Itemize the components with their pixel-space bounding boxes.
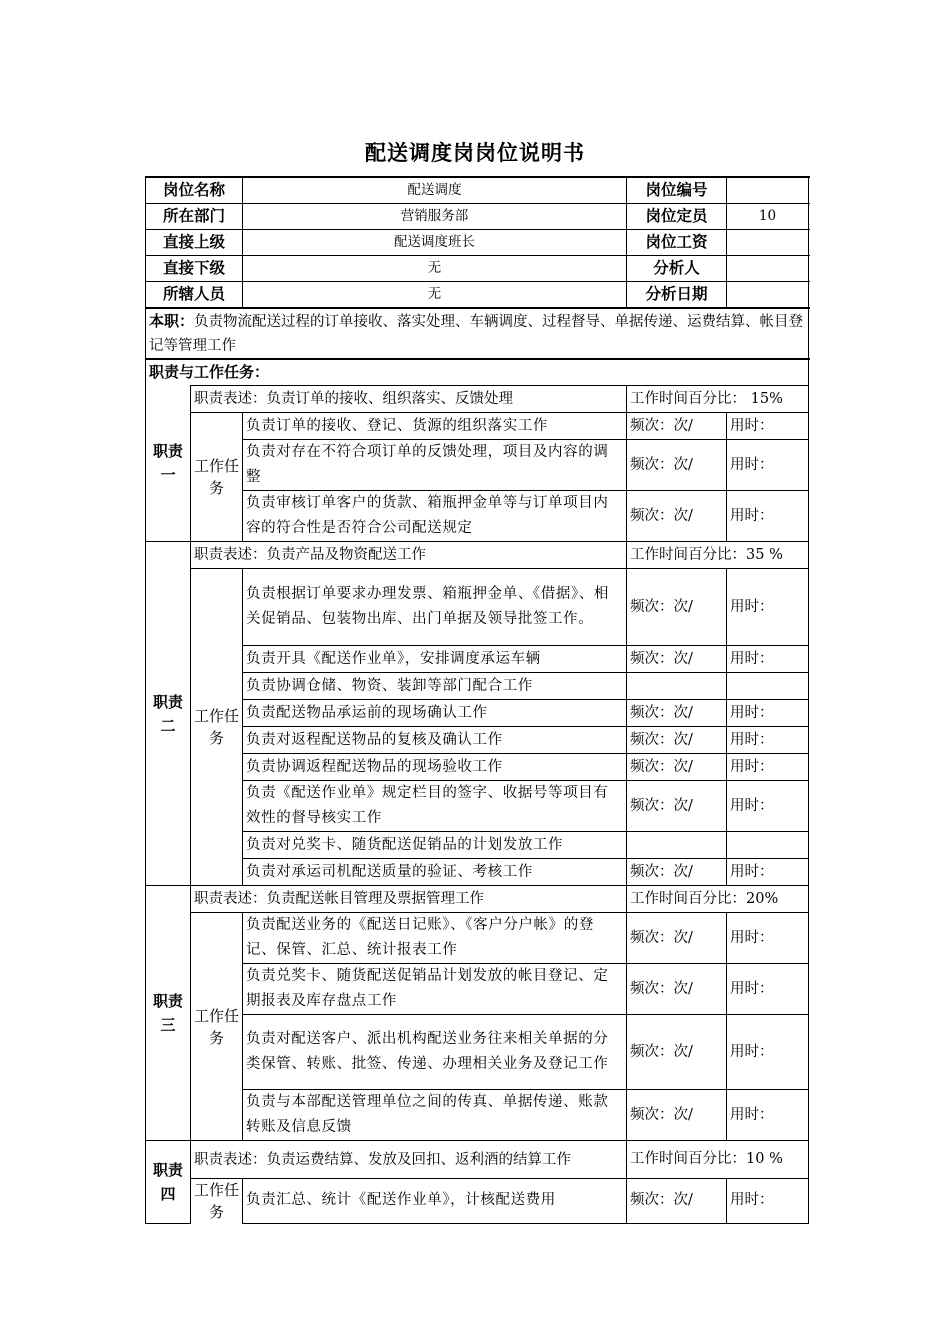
task-time <box>727 673 809 700</box>
duty-description: 职责表述：负责订单的接收、组织落实、反馈处理 <box>191 386 627 413</box>
task-row <box>146 569 809 646</box>
task-frequency: 频次：次/ <box>627 754 727 781</box>
duty-description: 职责表述：负责产品及物资配送工作 <box>191 542 627 569</box>
task-frequency: 频次：次/ <box>627 1179 727 1224</box>
task-time: 用时： <box>727 913 809 964</box>
info-row <box>146 256 809 282</box>
info-label: 直接上级 <box>146 230 243 256</box>
task-time: 用时： <box>727 1179 809 1224</box>
task-label: 工作任务 <box>191 413 243 542</box>
info-label: 所在部门 <box>146 204 243 230</box>
task-text: 负责开具《配送作业单》，安排调度承运车辆 <box>243 646 627 673</box>
info-value <box>727 282 809 309</box>
task-text: 负责对兑奖卡、随货配送促销品的计划发放工作 <box>243 832 627 859</box>
info-value: 10 <box>727 204 809 230</box>
task-frequency: 频次：次/ <box>627 964 727 1015</box>
duty-name: 职责二 <box>146 542 191 886</box>
info-label: 岗位定员 <box>627 204 727 230</box>
section-header-row <box>146 359 809 386</box>
task-text: 负责协调返程配送物品的现场验收工作 <box>243 754 627 781</box>
duty-name: 职责四 <box>146 1141 191 1224</box>
job-description-table <box>145 176 809 1224</box>
task-row <box>146 964 809 1015</box>
duty-time-percent: 工作时间百分比：20% <box>627 886 809 913</box>
duty-desc-row <box>146 1141 809 1179</box>
info-value: 配送调度班长 <box>243 230 627 256</box>
task-frequency: 频次：次/ <box>627 700 727 727</box>
task-row <box>146 413 809 440</box>
task-row <box>146 1090 809 1141</box>
duty-desc-row <box>146 386 809 413</box>
task-text: 负责兑奖卡、随货配送促销品计划发放的帐目登记、定期报表及库存盘点工作 <box>243 964 627 1015</box>
task-row <box>146 727 809 754</box>
duty-time-percent: 工作时间百分比： 15% <box>627 386 809 413</box>
info-label: 分析日期 <box>627 282 727 309</box>
task-row <box>146 440 809 491</box>
task-frequency <box>627 673 727 700</box>
task-text: 负责对承运司机配送质量的验证、考核工作 <box>243 859 627 886</box>
info-row <box>146 282 809 309</box>
info-label: 分析人 <box>627 256 727 282</box>
task-frequency: 频次：次/ <box>627 859 727 886</box>
task-row <box>146 1015 809 1090</box>
info-value: 营销服务部 <box>243 204 627 230</box>
task-time: 用时： <box>727 569 809 646</box>
task-row <box>146 913 809 964</box>
info-row <box>146 204 809 230</box>
task-text: 负责配送物品承运前的现场确认工作 <box>243 700 627 727</box>
info-value: 无 <box>243 256 627 282</box>
info-label: 岗位编号 <box>627 177 727 204</box>
task-row <box>146 832 809 859</box>
task-time <box>727 832 809 859</box>
task-frequency: 频次：次/ <box>627 569 727 646</box>
info-label: 直接下级 <box>146 256 243 282</box>
duty-description: 职责表述：负责配送帐目管理及票据管理工作 <box>191 886 627 913</box>
task-row <box>146 859 809 886</box>
task-time: 用时： <box>727 859 809 886</box>
task-frequency: 频次：次/ <box>627 413 727 440</box>
duty-time-percent: 工作时间百分比：35 % <box>627 542 809 569</box>
task-text: 负责配送业务的《配送日记账》、《客户分户帐》的登记、保管、汇总、统计报表工作 <box>243 913 627 964</box>
task-time: 用时： <box>727 440 809 491</box>
info-value: 无 <box>243 282 627 309</box>
task-frequency: 频次：次/ <box>627 727 727 754</box>
task-time: 用时： <box>727 700 809 727</box>
task-text: 负责根据订单要求办理发票、箱瓶押金单、《借据》、相关促销品、包装物出库、出门单据及领导批签工作。 <box>243 569 627 646</box>
info-row <box>146 230 809 256</box>
info-value <box>727 177 809 204</box>
task-label: 工作任务 <box>191 569 243 886</box>
task-text: 负责《配送作业单》规定栏目的签字、收据号等项目有效性的督导核实工作 <box>243 781 627 832</box>
task-frequency: 频次：次/ <box>627 1090 727 1141</box>
task-time: 用时： <box>727 964 809 1015</box>
task-time: 用时： <box>727 646 809 673</box>
task-label: 工作任务 <box>191 1179 243 1224</box>
task-row <box>146 700 809 727</box>
info-value <box>727 256 809 282</box>
task-frequency <box>627 832 727 859</box>
info-row <box>146 177 809 204</box>
main-duty-text: 负责物流配送过程的订单接收、落实处理、车辆调度、过程督导、单据传递、运费结算、帐目登记等管理工作 <box>149 314 804 354</box>
duty-desc-row <box>146 542 809 569</box>
task-text: 负责订单的接收、登记、货源的组织落实工作 <box>243 413 627 440</box>
main-duty-cell <box>146 308 809 359</box>
main-duty-label: 本职： <box>149 312 195 330</box>
task-label: 工作任务 <box>191 913 243 1141</box>
task-time: 用时： <box>727 413 809 440</box>
task-text: 负责审核订单客户的货款、箱瓶押金单等与订单项目内容的符合性是否符合公司配送规定 <box>243 491 627 542</box>
task-text: 负责对返程配送物品的复核及确认工作 <box>243 727 627 754</box>
task-row <box>146 646 809 673</box>
info-label: 岗位工资 <box>627 230 727 256</box>
task-time: 用时： <box>727 727 809 754</box>
duty-description: 职责表述：负责运费结算、发放及回扣、返利酒的结算工作 <box>191 1141 627 1179</box>
info-label: 所辖人员 <box>146 282 243 309</box>
task-row <box>146 754 809 781</box>
task-text: 负责协调仓储、物资、装卸等部门配合工作 <box>243 673 627 700</box>
main-duty-row <box>146 308 809 359</box>
task-frequency: 频次：次/ <box>627 646 727 673</box>
task-time: 用时： <box>727 1090 809 1141</box>
duty-desc-row <box>146 886 809 913</box>
task-row <box>146 673 809 700</box>
info-label: 岗位名称 <box>146 177 243 204</box>
task-row <box>146 1179 809 1224</box>
task-text: 负责汇总、统计《配送作业单》，计核配送费用 <box>243 1179 627 1224</box>
task-row <box>146 491 809 542</box>
duty-name: 职责三 <box>146 886 191 1141</box>
task-time: 用时： <box>727 491 809 542</box>
info-value: 配送调度 <box>243 177 627 204</box>
task-frequency: 频次：次/ <box>627 440 727 491</box>
task-time: 用时： <box>727 754 809 781</box>
duty-name: 职责一 <box>146 386 191 542</box>
task-frequency: 频次：次/ <box>627 491 727 542</box>
task-text: 负责对配送客户、派出机构配送业务往来相关单据的分类保管、转账、批签、传递、办理相关业务及登记工作 <box>243 1015 627 1090</box>
task-time: 用时： <box>727 1015 809 1090</box>
info-value <box>727 230 809 256</box>
task-text: 负责与本部配送管理单位之间的传真、单据传递、账款转账及信息反馈 <box>243 1090 627 1141</box>
section-label: 职责与工作任务： <box>146 359 809 386</box>
task-frequency: 频次：次/ <box>627 781 727 832</box>
task-time: 用时： <box>727 781 809 832</box>
task-row <box>146 781 809 832</box>
page-title: 配送调度岗岗位说明书 <box>365 141 585 165</box>
duty-time-percent: 工作时间百分比：10 % <box>627 1141 809 1179</box>
task-frequency: 频次：次/ <box>627 1015 727 1090</box>
task-text: 负责对存在不符合项订单的反馈处理，项目及内容的调整 <box>243 440 627 491</box>
task-frequency: 频次：次/ <box>627 913 727 964</box>
